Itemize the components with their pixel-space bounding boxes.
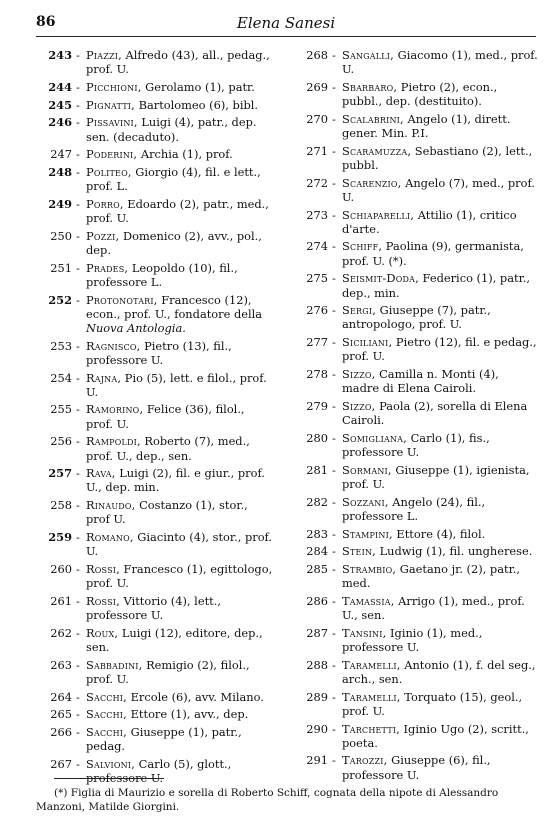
entry-number: 262 bbox=[50, 625, 72, 640]
entry-details: Vittorio (4), lett., professore U. bbox=[86, 593, 221, 623]
entry-details: Camilla n. Monti (4), madre di Elena Cairoli. bbox=[342, 367, 499, 396]
index-entry bbox=[292, 271, 538, 299]
index-entry bbox=[292, 399, 538, 427]
entry-details: Ludwig (1), fil. ungherese. bbox=[375, 544, 533, 559]
entry-surname: Ramorino, bbox=[86, 402, 144, 417]
entry-number: 275 bbox=[306, 271, 328, 286]
index-entry bbox=[36, 690, 274, 704]
index-entry bbox=[292, 112, 538, 140]
entry-surname: Tansini, bbox=[342, 625, 387, 640]
entry-surname: Pozzi, bbox=[86, 228, 120, 243]
entry-number: 250 bbox=[50, 228, 72, 243]
entry-number: 268 bbox=[306, 48, 328, 62]
entry-dash: - bbox=[76, 228, 80, 243]
entry-number: 260 bbox=[50, 562, 72, 576]
entry-number: 245 bbox=[48, 97, 72, 112]
index-entry bbox=[292, 48, 538, 76]
entry-number: 244 bbox=[48, 79, 72, 94]
entry-dash: - bbox=[332, 625, 336, 640]
entry-surname: Piazzi, bbox=[86, 48, 122, 62]
entry-number: 261 bbox=[50, 593, 72, 608]
entry-surname: Scalabrini, bbox=[342, 111, 404, 126]
entry-number: 271 bbox=[306, 143, 328, 158]
entry-dash: - bbox=[332, 593, 336, 608]
entry-details: Giuseppe (7), patr., antropologo, prof. U. bbox=[342, 303, 491, 332]
entry-surname: Sergi, bbox=[342, 303, 377, 318]
entry-surname: Rinaudo, bbox=[86, 498, 136, 513]
entry-dash: - bbox=[76, 48, 80, 62]
entry-number: 291 bbox=[306, 753, 328, 768]
index-entry bbox=[292, 367, 538, 395]
index-entry bbox=[292, 335, 538, 363]
entry-details: Luigi (2), fil. e giur., prof. U., dep. min. bbox=[86, 466, 265, 495]
index-entry bbox=[292, 303, 538, 331]
index-entry bbox=[36, 562, 274, 590]
entry-number: 269 bbox=[306, 79, 328, 94]
entry-dash: - bbox=[332, 303, 336, 318]
entry-surname: Sizzo, bbox=[342, 367, 376, 382]
entry-details: Federico (1), patr., dep., min. bbox=[342, 271, 531, 300]
entry-dash: - bbox=[332, 462, 336, 477]
entry-details: Carlo (1), fis., professore U. bbox=[342, 430, 490, 460]
index-entry bbox=[292, 722, 538, 750]
entry-surname: Taramelli, bbox=[342, 657, 401, 672]
entry-details: Torquato (15), geol., prof. U. bbox=[342, 689, 523, 718]
entry-number: 257 bbox=[48, 466, 72, 481]
entry-details: Sebastiano (2), lett., pubbl. bbox=[342, 143, 533, 172]
entry-dash: - bbox=[332, 494, 336, 509]
entry-dash: - bbox=[332, 398, 336, 413]
entry-number: 264 bbox=[50, 689, 72, 704]
index-entry bbox=[292, 176, 538, 204]
index-entry bbox=[36, 371, 274, 399]
index-entry bbox=[292, 463, 538, 491]
entry-dash: - bbox=[76, 434, 80, 449]
entry-number: 254 bbox=[50, 370, 72, 385]
entry-dash: - bbox=[76, 402, 80, 417]
entry-details: Roberto (7), med., prof. U., dep., sen. bbox=[86, 434, 250, 463]
entry-number: 274 bbox=[306, 239, 328, 254]
entry-surname: Roux, bbox=[86, 625, 119, 640]
index-entry bbox=[36, 197, 274, 225]
entry-surname: Stein, bbox=[342, 544, 376, 559]
entry-surname: Tarozzi, bbox=[342, 753, 388, 768]
entry-details: Giuseppe (6), fil., professore U. bbox=[342, 753, 491, 782]
entry-surname: Somigliana, bbox=[342, 430, 407, 445]
entry-details: Attilio (1), critico d'arte. bbox=[342, 207, 517, 236]
entry-number: 252 bbox=[48, 292, 72, 307]
index-entry bbox=[36, 725, 274, 753]
entry-surname: Stampini, bbox=[342, 526, 393, 541]
index-entry bbox=[292, 144, 538, 172]
left-column bbox=[36, 48, 274, 789]
entry-number: 253 bbox=[50, 338, 72, 353]
entry-dash: - bbox=[76, 338, 80, 353]
entry-dash: - bbox=[76, 97, 80, 112]
index-entry bbox=[36, 402, 274, 430]
index-entry bbox=[292, 658, 538, 686]
running-title: Elena Sanesi bbox=[236, 14, 336, 32]
entry-dash: - bbox=[76, 562, 80, 576]
entry-details: Angelo (24), fil., professore L. bbox=[342, 494, 486, 523]
entry-details: Archia (1), prof. bbox=[137, 147, 233, 162]
entry-dash: - bbox=[76, 657, 80, 672]
index-entry bbox=[292, 562, 538, 590]
entry-surname: Salvioni, bbox=[86, 756, 136, 771]
entry-number: 281 bbox=[306, 462, 328, 477]
entry-number: 285 bbox=[306, 562, 328, 576]
entry-details: Paolina (9), germanista, prof. U. (*). bbox=[342, 239, 524, 268]
entry-details: Remigio (2), filol., prof. U. bbox=[86, 657, 250, 686]
entry-surname: Tamassia, bbox=[342, 593, 395, 608]
entry-number: 283 bbox=[306, 526, 328, 541]
entry-details: Iginio Ugo (2), scritt., poeta. bbox=[342, 721, 529, 750]
index-entry bbox=[292, 495, 538, 523]
entry-dash: - bbox=[332, 175, 336, 190]
entry-dash: - bbox=[332, 430, 336, 445]
entry-details: Giacinto (4), stor., prof. U. bbox=[86, 530, 272, 559]
entry-surname: Rossi, bbox=[86, 593, 120, 608]
index-entry bbox=[36, 261, 274, 289]
entry-details: Angelo (1), dirett. gener. Min. P.I. bbox=[342, 111, 511, 141]
entry-surname: Ragnisco, bbox=[86, 338, 141, 353]
entry-dash: - bbox=[76, 530, 80, 545]
entry-details: Angelo (7), med., prof. U. bbox=[342, 175, 535, 204]
entry-details: Pietro (2), econ., pubbl., dep. (destituito). bbox=[342, 79, 498, 109]
entry-details: Francesco (1), egittologo, prof. U. bbox=[86, 562, 273, 591]
entry-surname: Siciliani, bbox=[342, 335, 393, 350]
entry-number: 280 bbox=[306, 430, 328, 445]
entry-dash: - bbox=[76, 115, 80, 130]
entry-dash: - bbox=[332, 79, 336, 94]
entry-details: Arrigo (1), med., prof. U., sen. bbox=[342, 593, 525, 623]
entry-surname: Prades, bbox=[86, 260, 129, 275]
index-entry bbox=[36, 293, 274, 336]
entry-surname: Poderini, bbox=[86, 147, 138, 162]
entry-surname: Scaramuzza, bbox=[342, 143, 412, 158]
entry-surname: Sozzani, bbox=[342, 494, 389, 509]
entry-surname: Pissavini, bbox=[86, 115, 138, 130]
entry-details: Pietro (12), fil. e pedag., prof. U. bbox=[342, 335, 537, 364]
index-entry bbox=[36, 757, 274, 785]
entry-dash: - bbox=[332, 335, 336, 350]
entry-surname: Taramelli, bbox=[342, 689, 401, 704]
right-column bbox=[292, 48, 538, 785]
entry-details: Costanzo (1), stor., prof U. bbox=[86, 498, 248, 527]
entry-surname: Sbarbaro, bbox=[342, 79, 398, 94]
entry-details: Ettore (4), filol. bbox=[392, 526, 486, 541]
index-entry bbox=[292, 431, 538, 459]
index-entry bbox=[36, 98, 274, 112]
index-entry bbox=[292, 208, 538, 236]
entry-dash: - bbox=[76, 147, 80, 162]
entry-number: 263 bbox=[50, 657, 72, 672]
index-entry bbox=[292, 527, 538, 541]
index-entry bbox=[292, 80, 538, 108]
entry-surname: Politeo, bbox=[86, 164, 132, 179]
entry-number: 290 bbox=[306, 721, 328, 736]
index-entry bbox=[36, 165, 274, 193]
entry-number: 265 bbox=[50, 707, 72, 722]
index-entry bbox=[292, 594, 538, 622]
entry-details: Ettore (1), avv., dep. bbox=[126, 707, 249, 722]
entry-surname: Romano, bbox=[86, 530, 134, 545]
entry-dash: - bbox=[332, 721, 336, 736]
entry-italic-title: Nuova Antologia. bbox=[86, 320, 186, 335]
entry-surname: Sormani, bbox=[342, 462, 392, 477]
entry-details: Gaetano jr. (2), patr., med. bbox=[342, 562, 521, 591]
index-entry bbox=[36, 707, 274, 721]
entry-surname: Rava, bbox=[86, 466, 116, 481]
entry-number: 287 bbox=[306, 625, 328, 640]
entry-dash: - bbox=[76, 625, 80, 640]
entry-number: 289 bbox=[306, 689, 328, 704]
entry-surname: Sacchi, bbox=[86, 689, 127, 704]
entry-dash: - bbox=[332, 48, 336, 62]
entry-dash: - bbox=[76, 707, 80, 722]
page-header bbox=[36, 14, 536, 34]
entry-surname: Schiaparelli, bbox=[342, 207, 415, 222]
entry-number: 246 bbox=[48, 115, 72, 130]
entry-dash: - bbox=[76, 370, 80, 385]
index-entry bbox=[36, 48, 274, 76]
entry-surname: Sizzo, bbox=[342, 398, 376, 413]
entry-surname: Sabbadini, bbox=[86, 657, 143, 672]
entry-surname: Strambio, bbox=[342, 562, 397, 576]
entry-number: 277 bbox=[306, 335, 328, 350]
entry-number: 272 bbox=[306, 175, 328, 190]
entry-surname: Sangalli, bbox=[342, 48, 394, 62]
entry-number: 279 bbox=[306, 398, 328, 413]
entry-surname: Sacchi, bbox=[86, 707, 127, 722]
entry-dash: - bbox=[76, 196, 80, 211]
entry-details: Carlo (5), glott., professore U. bbox=[86, 756, 232, 786]
entry-dash: - bbox=[332, 544, 336, 559]
page-number: 86 bbox=[36, 14, 56, 30]
entry-dash: - bbox=[332, 111, 336, 126]
entry-surname: Seismit-Doda, bbox=[342, 271, 419, 286]
entry-number: 249 bbox=[48, 196, 72, 211]
entry-number: 259 bbox=[48, 530, 72, 545]
entry-details: Felice (36), filol., prof. U. bbox=[86, 402, 245, 431]
index-entry bbox=[36, 466, 274, 494]
index-entry bbox=[292, 626, 538, 654]
entry-dash: - bbox=[332, 207, 336, 222]
entry-dash: - bbox=[332, 239, 336, 254]
entry-number: 284 bbox=[306, 544, 328, 559]
entry-details: Giacomo (1), med., prof. U. bbox=[342, 48, 538, 77]
entry-details: Luigi (12), editore, dep., sen. bbox=[86, 625, 263, 655]
index-entry bbox=[36, 115, 274, 143]
entry-number: 288 bbox=[306, 657, 328, 672]
entry-surname: Rajna, bbox=[86, 370, 122, 385]
entry-number: 258 bbox=[50, 498, 72, 513]
entry-number: 255 bbox=[50, 402, 72, 417]
entry-number: 273 bbox=[306, 207, 328, 222]
entry-dash: - bbox=[332, 562, 336, 576]
entry-dash: - bbox=[76, 498, 80, 513]
entry-number: 251 bbox=[50, 260, 72, 275]
entry-surname: Tarchetti, bbox=[342, 721, 400, 736]
entry-details: Pio (5), lett. e filol., prof. U. bbox=[86, 370, 267, 399]
entry-details: Pietro (13), fil., professore U. bbox=[86, 338, 232, 367]
entry-number: 270 bbox=[306, 111, 328, 126]
entry-surname: Sacchi, bbox=[86, 725, 127, 740]
index-entry bbox=[292, 690, 538, 718]
entry-details: Domenico (2), avv., pol., dep. bbox=[86, 228, 262, 257]
entry-details: Ercole (6), avv. Milano. bbox=[126, 689, 264, 704]
entry-number: 248 bbox=[48, 164, 72, 179]
index-entry bbox=[36, 530, 274, 558]
entry-details: Bartolomeo (6), bibl. bbox=[134, 97, 259, 112]
entry-dash: - bbox=[332, 367, 336, 382]
footnote-rule bbox=[54, 778, 164, 779]
entry-surname: Protonotari, bbox=[86, 292, 158, 307]
entry-number: 282 bbox=[306, 494, 328, 509]
entry-surname: Schiff, bbox=[342, 239, 383, 254]
entry-details: Giorgio (4), fil. e lett., prof. L. bbox=[86, 164, 261, 194]
entry-number: 243 bbox=[48, 48, 72, 62]
entry-number: 278 bbox=[306, 367, 328, 382]
entry-surname: Porro, bbox=[86, 196, 124, 211]
index-entry bbox=[36, 626, 274, 654]
entry-details: Francesco (12), econ., prof. U., fondatore della bbox=[86, 292, 263, 321]
entry-number: 267 bbox=[50, 756, 72, 771]
entry-dash: - bbox=[76, 725, 80, 740]
entry-dash: - bbox=[76, 466, 80, 481]
entry-surname: Scarenzio, bbox=[342, 175, 402, 190]
entry-surname: Rampoldi, bbox=[86, 434, 141, 449]
entry-number: 247 bbox=[50, 147, 72, 162]
entry-details: Leopoldo (10), fil., professore L. bbox=[86, 260, 238, 289]
entry-details: Iginio (1), med., professore U. bbox=[342, 625, 483, 655]
entry-details: Edoardo (2), patr., med., prof. U. bbox=[86, 196, 269, 226]
entry-dash: - bbox=[332, 689, 336, 704]
entry-details: Giuseppe (1), igienista, prof. U. bbox=[342, 462, 530, 491]
header-rule bbox=[36, 36, 536, 37]
index-entry bbox=[36, 658, 274, 686]
entry-dash: - bbox=[76, 292, 80, 307]
entry-details: Giuseppe (1), patr., pedag. bbox=[86, 725, 242, 754]
entry-details: Paola (2), sorella di Elena Cairoli. bbox=[342, 398, 528, 428]
entry-number: 276 bbox=[306, 303, 328, 318]
index-entry bbox=[36, 80, 274, 94]
index-entry bbox=[292, 239, 538, 267]
entry-number: 256 bbox=[50, 434, 72, 449]
entry-details: Luigi (4), patr., dep. sen. (decaduto). bbox=[86, 115, 257, 144]
entry-dash: - bbox=[332, 753, 336, 768]
entry-dash: - bbox=[332, 271, 336, 286]
entry-surname: Rossi, bbox=[86, 562, 120, 576]
entry-dash: - bbox=[76, 593, 80, 608]
entry-dash: - bbox=[76, 756, 80, 771]
index-entry bbox=[36, 594, 274, 622]
index-entry bbox=[36, 229, 274, 257]
entry-dash: - bbox=[332, 657, 336, 672]
entry-surname: Picchioni, bbox=[86, 79, 142, 94]
index-entry bbox=[36, 498, 274, 526]
footnote: (*) Figlia di Maurizio e sorella di Roberto Schiff, cognata della nipote di Alessandro Manzoni, Matilde Giorgini. bbox=[36, 787, 499, 813]
index-entry bbox=[36, 339, 274, 367]
entry-dash: - bbox=[76, 260, 80, 275]
index-entry bbox=[36, 147, 274, 161]
entry-number: 286 bbox=[306, 593, 328, 608]
entry-details: Antonio (1), f. del seg., arch., sen. bbox=[342, 657, 536, 686]
entry-dash: - bbox=[76, 689, 80, 704]
entry-details: Gerolamo (1), patr. bbox=[141, 79, 255, 94]
entry-dash: - bbox=[76, 79, 80, 94]
entry-surname: Pignatti, bbox=[86, 97, 135, 112]
index-entry bbox=[292, 544, 538, 558]
entry-dash: - bbox=[332, 143, 336, 158]
entry-dash: - bbox=[332, 526, 336, 541]
entry-details: Alfredo (43), all., pedag., prof. U. bbox=[86, 48, 270, 77]
entry-number: 266 bbox=[50, 725, 72, 740]
entry-dash: - bbox=[76, 164, 80, 179]
index-entry bbox=[36, 434, 274, 462]
index-entry bbox=[292, 753, 538, 781]
